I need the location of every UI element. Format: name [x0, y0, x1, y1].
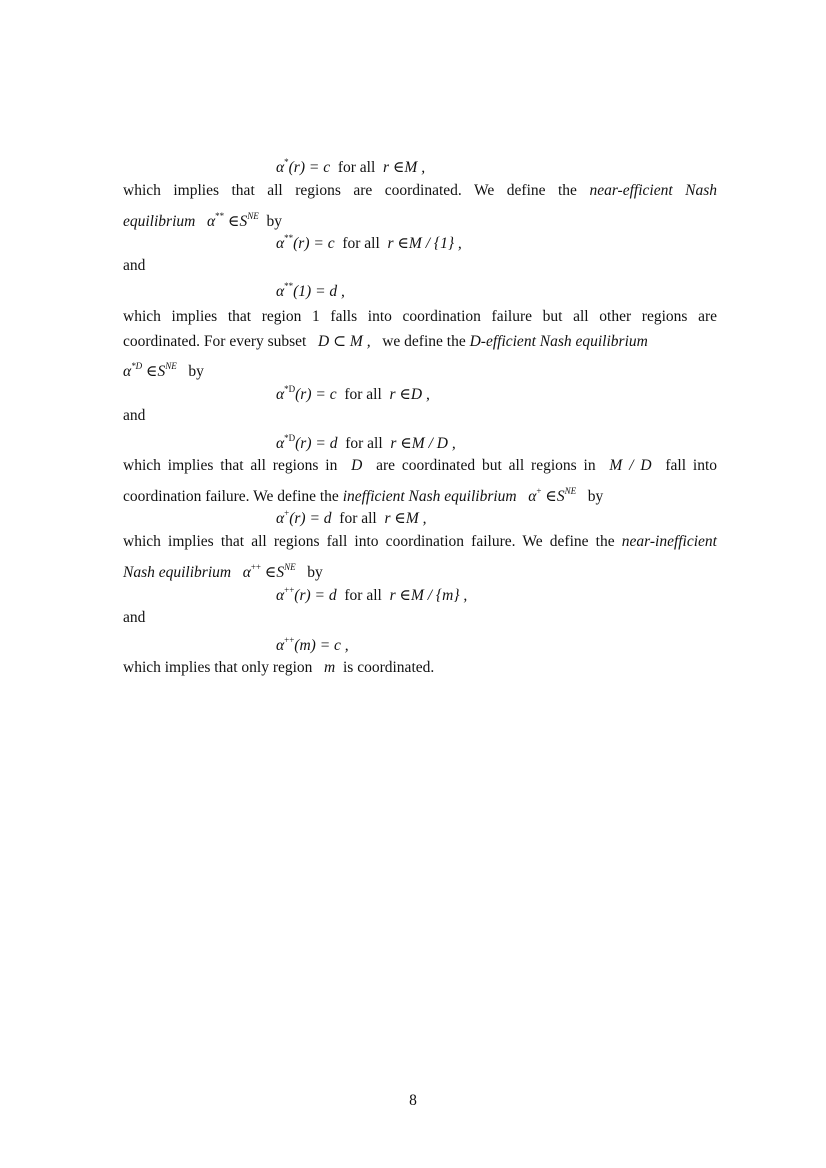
equation-argument: (r) = c — [295, 386, 337, 403]
paragraph-line: which implies that region 1 falls into coordination failure but all other regions are — [123, 308, 717, 325]
equation-domain: r ∈D , — [389, 386, 430, 403]
superscript: * — [284, 157, 289, 167]
connector-and: and — [123, 257, 146, 274]
superscript: NE — [284, 562, 296, 572]
equation-quantifier: for all — [339, 510, 377, 527]
alpha-symbol: α — [276, 587, 285, 604]
equation-argument: (r) = d — [294, 587, 337, 604]
alpha-symbol: α — [242, 564, 251, 581]
paragraph-line — [123, 206, 282, 232]
superscript: ** — [284, 281, 294, 291]
strategy-set: ∈S — [264, 564, 285, 581]
equation-region1-failure — [276, 276, 345, 302]
superscript: NE — [564, 486, 577, 496]
superscript: + — [536, 486, 542, 496]
superscript: NE — [247, 211, 259, 221]
emphasis-term: equilibrium — [123, 213, 196, 230]
equation-argument: (r) = d — [295, 435, 338, 452]
equation-d-efficient-failure — [276, 428, 456, 454]
math-variable: m — [324, 659, 336, 676]
alpha-symbol: α — [276, 235, 285, 252]
superscript: ** — [284, 233, 294, 243]
equation-region-m-coordinated — [276, 630, 349, 656]
text-span: we define the — [382, 333, 466, 350]
alpha-symbol: α — [206, 213, 216, 230]
superscript: NE — [165, 361, 177, 371]
alpha-symbol: α — [276, 386, 285, 403]
superscript: ++ — [284, 635, 295, 645]
alpha-symbol: α — [528, 488, 537, 505]
strategy-set: ∈S — [545, 488, 565, 505]
text-span: coordinated. For every subset — [123, 333, 307, 350]
equation-all-coordinated — [276, 152, 425, 178]
paragraph-line — [123, 332, 648, 352]
emphasis-term: inefficient Nash equilibrium — [342, 488, 517, 505]
text-span: by — [307, 564, 323, 581]
equation-quantifier: for all — [345, 435, 383, 452]
superscript: *D — [284, 433, 296, 443]
equation-domain: r ∈M , — [384, 510, 427, 527]
text-span: coordination failure. We define the — [123, 488, 339, 505]
text-span: which implies that all regions fall into coordination failure. We define the — [123, 533, 615, 550]
emphasis-term: near-inefficient — [621, 533, 717, 550]
equation-domain: r ∈M / D , — [390, 435, 456, 452]
text-span: by — [587, 488, 604, 505]
alpha-symbol: α — [123, 363, 132, 380]
text-span: are coordinated but all regions in — [376, 457, 596, 474]
equation-argument: (r) = d — [289, 510, 332, 527]
text-span: which implies that only region — [123, 659, 313, 676]
equation-near-inefficient — [276, 580, 467, 606]
superscript: ++ — [284, 585, 295, 595]
math-variable: M / D — [609, 457, 652, 474]
equation-argument: (1) = d , — [293, 283, 345, 300]
connector-and: and — [123, 609, 146, 626]
superscript: *D — [131, 361, 143, 371]
strategy-set: ∈S — [146, 363, 166, 380]
text-span: is coordinated. — [343, 659, 435, 676]
superscript: + — [284, 508, 290, 518]
equation-quantifier: for all — [337, 159, 376, 176]
equation-inefficient — [276, 503, 427, 529]
paragraph-line — [123, 532, 717, 552]
equation-domain: r ∈M , — [383, 159, 426, 176]
paragraph-line — [123, 658, 434, 678]
equation-d-efficient-coordinated — [276, 379, 430, 405]
math-variable: D — [351, 457, 363, 474]
equation-quantifier: for all — [342, 235, 380, 252]
alpha-symbol: α — [276, 435, 285, 452]
text-span: which implies that all regions are coordinated. We define the — [123, 182, 577, 199]
paragraph-line — [123, 181, 717, 201]
page-number: 8 — [409, 1092, 417, 1109]
equation-argument: (r) = c — [293, 235, 335, 252]
alpha-symbol: α — [276, 510, 285, 527]
equation-domain: r ∈M / {1} , — [387, 235, 462, 252]
paragraph-line — [123, 356, 204, 382]
superscript: ** — [215, 211, 225, 221]
text-span: which implies that all regions in — [123, 457, 338, 474]
superscript: ++ — [250, 562, 261, 572]
emphasis-term: Nash equilibrium — [123, 564, 232, 581]
connector-and: and — [123, 407, 146, 424]
equation-near-efficient — [276, 228, 462, 254]
equation-domain: r ∈M / {m} , — [389, 587, 468, 604]
equation-argument: (r) = c — [288, 159, 331, 176]
text-span: fall into — [665, 457, 718, 474]
text-span: by — [266, 213, 282, 230]
emphasis-term: D-efficient Nash equilibrium — [469, 333, 648, 350]
emphasis-term: near-efficient Nash — [589, 182, 718, 199]
subset-expression: D ⊂ M , — [318, 333, 371, 350]
paragraph-line — [123, 456, 717, 476]
alpha-symbol: α — [276, 159, 285, 176]
alpha-symbol: α — [276, 637, 285, 654]
text-span: by — [188, 363, 204, 380]
strategy-set: ∈S — [227, 213, 248, 230]
equation-quantifier: for all — [344, 386, 382, 403]
equation-argument: (m) = c , — [294, 637, 349, 654]
superscript: *D — [284, 384, 296, 394]
equation-quantifier: for all — [344, 587, 382, 604]
alpha-symbol: α — [276, 283, 285, 300]
